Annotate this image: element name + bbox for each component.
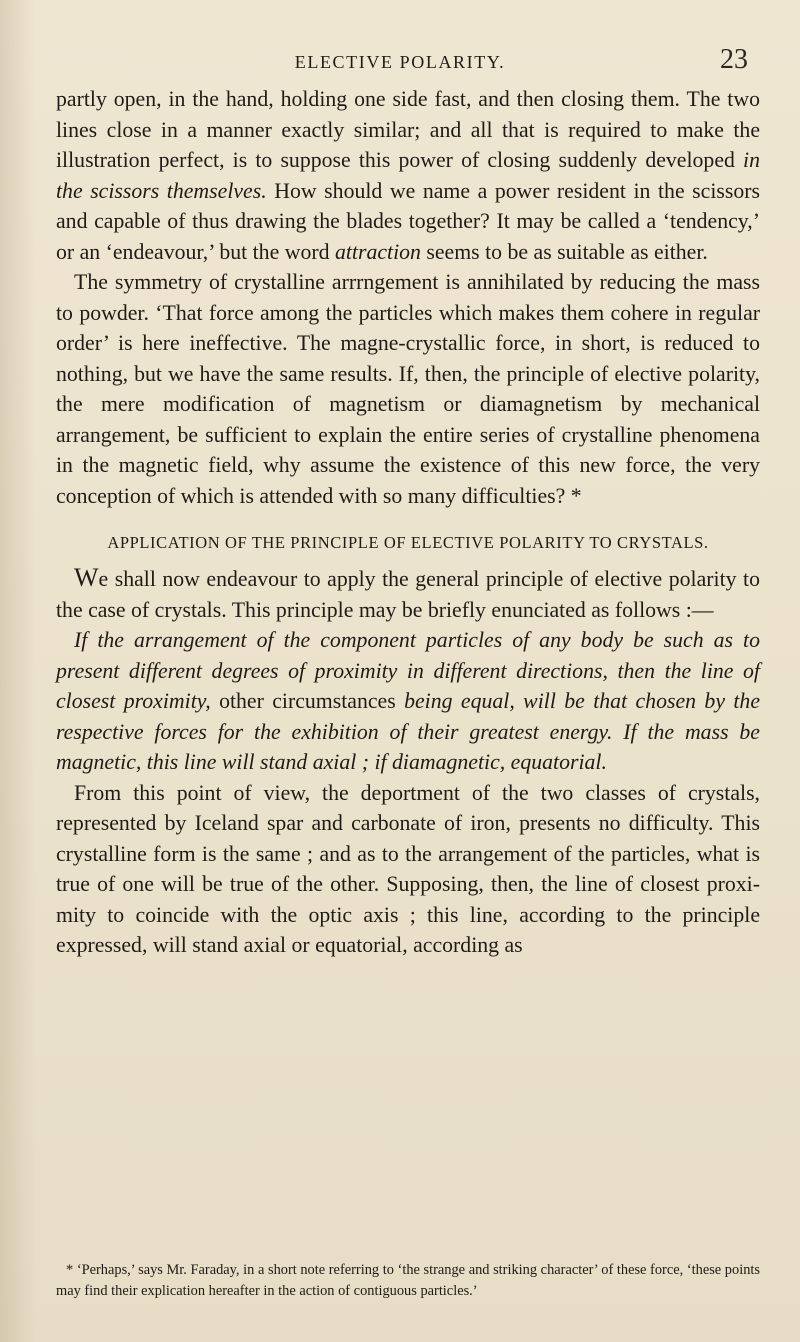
paragraph-1-italic-scissors: in the scissors themselves.: [56, 148, 760, 203]
paragraph-1-text-e: seems to be as suitable as either.: [420, 239, 708, 264]
page-edge-shadow: [0, 0, 36, 1342]
paragraph-4-italic-c: being equal, will be that chosen by the respective forces for the exhibition of their greatest energy. If the mass be magnetic, this line will stand axial ; if diamagnetic, equatorial.: [56, 689, 761, 774]
paragraph-1-italic-attraction: attraction: [334, 239, 421, 264]
section-heading: APPLICATION OF THE PRINCIPLE OF ELECTIVE POLARITY TO CRYSTALS.: [107, 533, 709, 552]
paragraph-1-text-c: How should we name a power resident in the scissors and capable of thus drawing the blades together? It may be called a ‘tendency,’ or an ‘endeavour,’ but the word: [56, 178, 760, 264]
body-text: [56, 84, 760, 961]
paragraph-2: The symmetry of crystalline arrrngement is annihilated by reducing the mass to powder. ‘That force among the particles which makes them cohere in regular order’ is here ineffective. The magne-crystallic force, in short, is reduced to nothing, but we have the same results. If, then, the principle of elective polarity, the mere modification of magnetism or diamagnetism by mechanical arrangement, be sufficient to explain the entire series of crystalline phenomena in the magnetic field, why assume the existence of this new force, the very conception of which is attended with so many difficulties? *: [56, 270, 760, 508]
paragraph-3: We shall now endeavour to apply the general principle of elective polarity to the case of crystals. This principle may be briefly enunciated as follows :—: [56, 563, 760, 622]
paragraph-4-principle: [56, 625, 760, 778]
footnote: * ‘Perhaps,’ says Mr. Faraday, in a short note referring to ‘the strange and striking character’ of these force, ‘these points may find their explication hereafter in the action of contiguous particles.’: [56, 1262, 760, 1299]
paragraph-4-roman-b: other circumstances: [219, 689, 396, 713]
paragraph-5: From this point of view, the deportment of the two classes of crystals, represented by Iceland spar and carbonate of iron, presents no difficulty. This crystalline form is the same ; and as to the arrangement of the particles, what is true of one will be true of the other. Supposing, then, the line of closest proximity to coincide with the optic axis ; this line, according to the principle expressed, will stand axial or equatorial, according as: [56, 780, 760, 957]
page-number: 23: [720, 44, 748, 75]
running-head: ELECTIVE POLARITY.: [294, 52, 506, 72]
paragraph-4-italic-a: If the arrangement of the component particles of any body be such as to present different degrees of proximity in different directions, then the line of closest proximity,: [56, 628, 760, 713]
paragraph-1: [56, 84, 760, 267]
paragraph-1-text-a: partly open, in the hand, holding one side fast, and then closing them. The two lines close in a manner exactly similar; and all that is required to make the illustration perfect, is to suppose this power of closing suddenly developed: [56, 87, 760, 172]
